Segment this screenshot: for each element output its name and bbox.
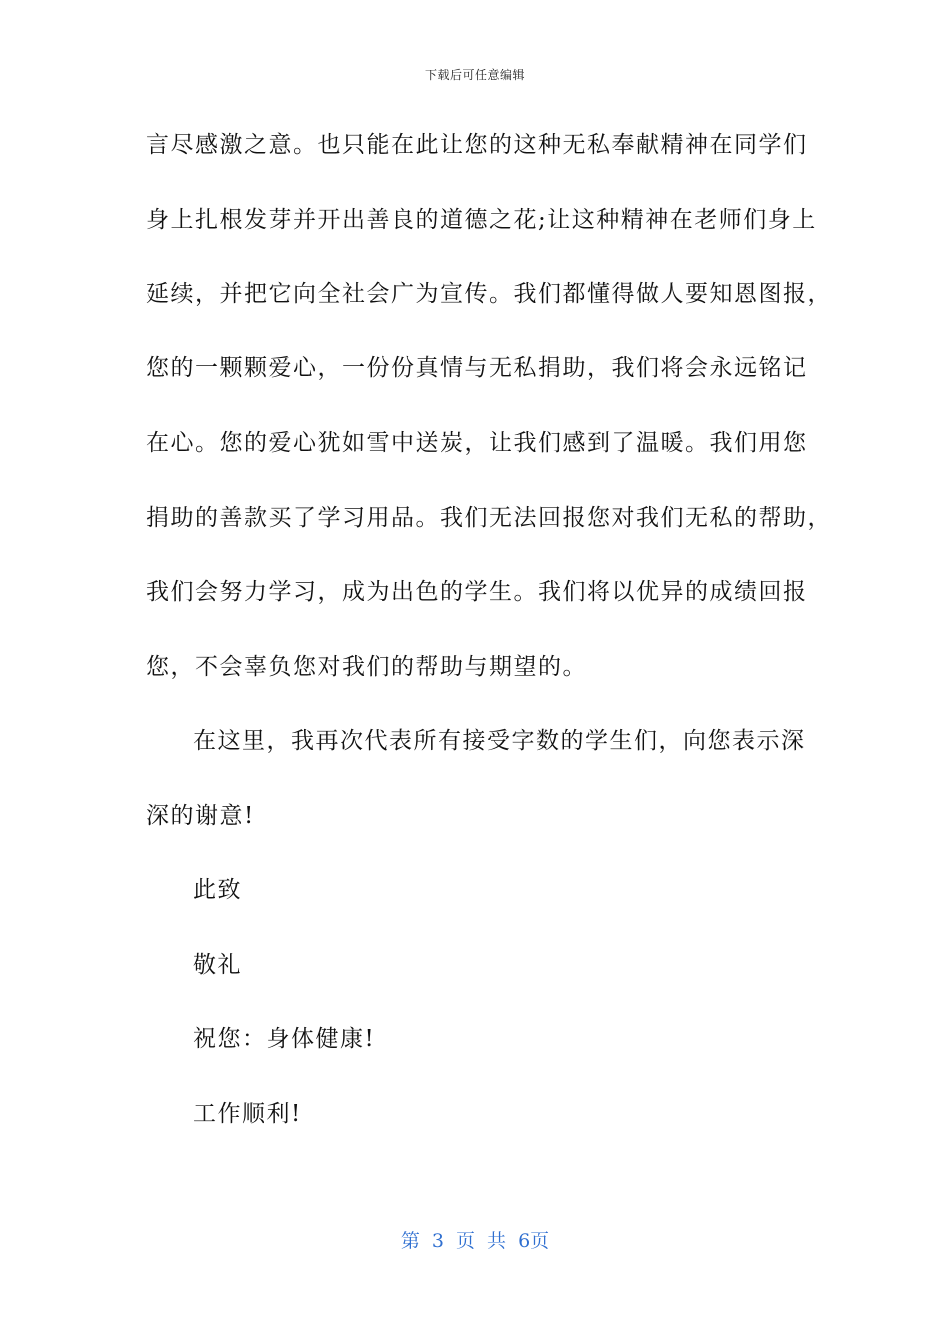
closing-line: 祝您：身体健康! [193,1026,376,1052]
body-line: 深的谢意! [146,803,255,829]
body-line: 我们会努力学习，成为出色的学生。我们将以优异的成绩回报 [146,579,808,605]
body-line: 在心。您的爱心犹如雪中送炭，让我们感到了温暖。我们用您 [146,430,808,456]
body-line: 捐助的善款买了学习用品。我们无法回报您对我们无私的帮助， [146,505,832,531]
body-line: 您，不会辜负您对我们的帮助与期望的。 [146,654,587,680]
page-number: 第 3 页 共 6页 [400,1230,550,1252]
closing-line: 此致 [193,877,242,903]
body-line: 言尽感激之意。也只能在此让您的这种无私奉献精神在同学们 [146,132,808,158]
closing-line: 敬礼 [193,952,242,978]
closing-line: 工作顺利! [193,1101,302,1127]
body-line: 在这里，我再次代表所有接受字数的学生们，向您表示深 [193,728,806,754]
body-line: 延续，并把它向全社会广为宣传。我们都懂得做人要知恩图报， [146,281,832,307]
body-line: 您的一颗颗爱心，一份份真情与无私捐助，我们将会永远铭记 [146,355,808,381]
page-header: 下载后可任意编辑 [424,68,525,82]
body-line: 身上扎根发芽并开出善良的道德之花;让这种精神在老师们身上 [146,207,817,233]
